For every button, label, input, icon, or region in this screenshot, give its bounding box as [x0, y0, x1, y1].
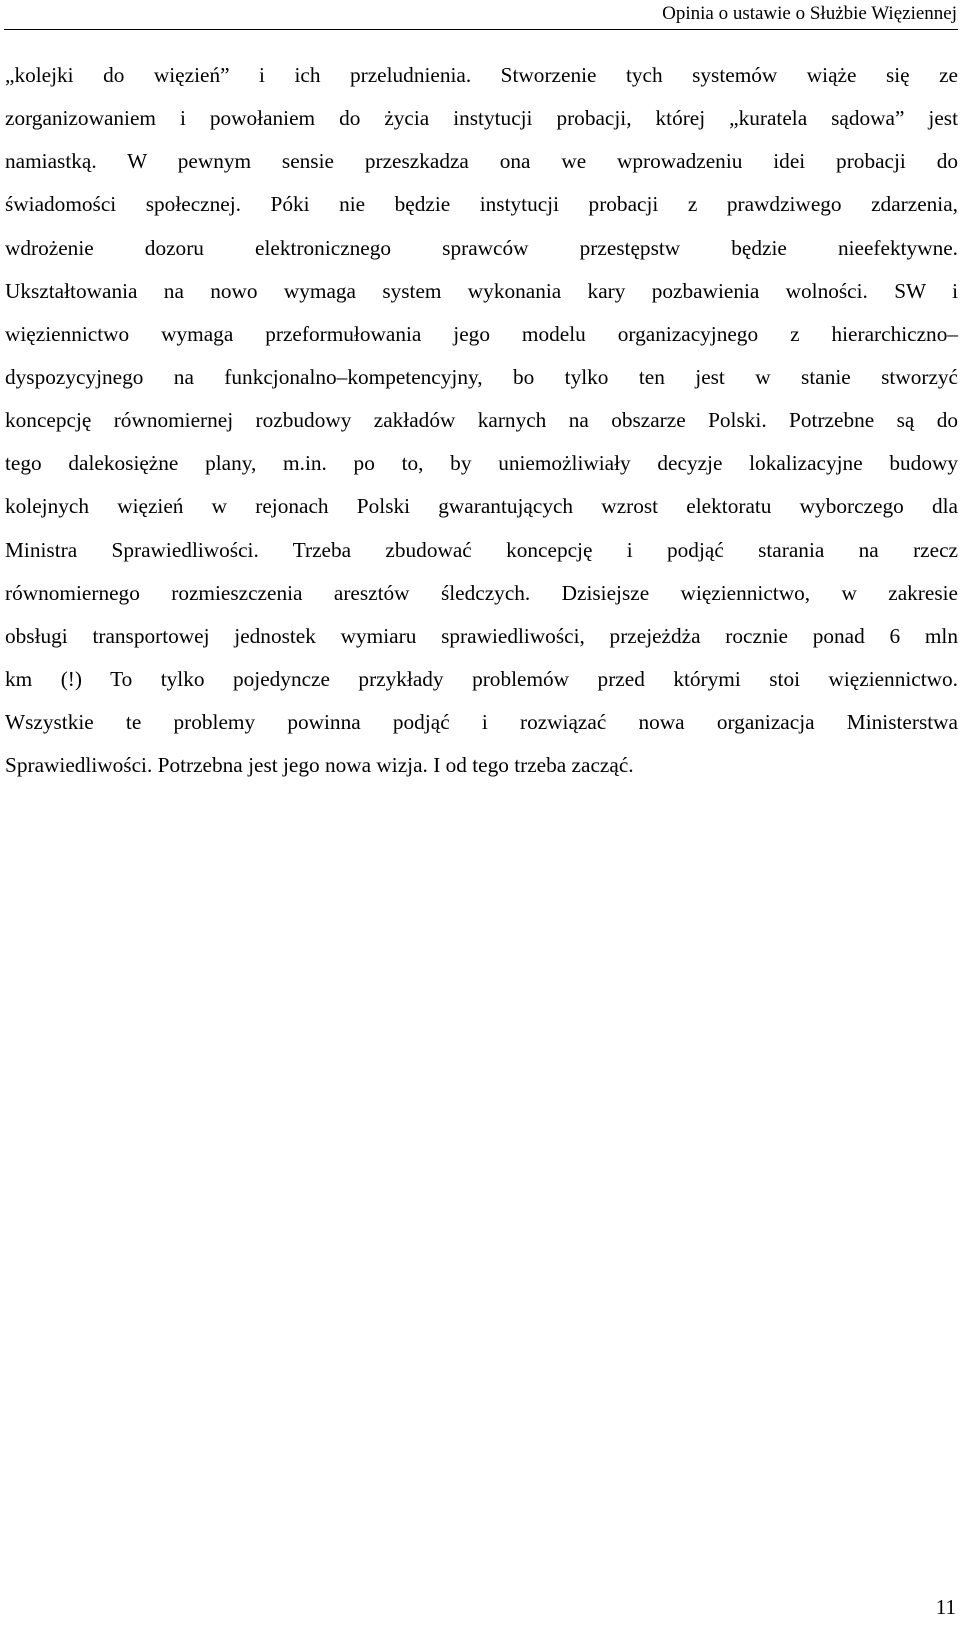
text-line: Ukształtowania na nowo wymaga system wykonania kary pozbawienia wolności. SW i	[5, 278, 958, 303]
text-line: Wszystkie te problemy powinna podjąć i rozwiązać nowa organizacja Ministerstwa	[5, 710, 958, 735]
text-line: wdrożenie dozoru elektronicznego sprawców przestępstw będzie nieefektywne.	[5, 235, 958, 260]
text-line: koncepcję równomiernej rozbudowy zakładów karnych na obszarze Polski. Potrzebne są do	[5, 408, 958, 433]
text-line: tego dalekosiężne plany, m.in. po to, by uniemożliwiały decyzje lokalizacyjne budowy	[5, 451, 958, 476]
header-divider	[4, 29, 958, 30]
page-number: 11	[935, 1595, 956, 1619]
running-header: Opinia o ustawie o Służbie Więziennej	[662, 3, 957, 24]
text-line: km (!) To tylko pojedyncze przykłady problemów przed którymi stoi więziennictwo.	[5, 666, 958, 691]
text-line: Sprawiedliwości. Potrzebna jest jego nowa wizja. I od tego trzeba zacząć.	[5, 753, 634, 778]
text-line: zorganizowaniem i powołaniem do życia instytucji probacji, której „kuratela sądowa” jest	[5, 106, 958, 131]
text-line: „kolejki do więzień” i ich przeludnienia. Stworzenie tych systemów wiąże się ze	[5, 63, 958, 87]
text-line: dyspozycyjnego na funkcjonalno–kompetencyjny, bo tylko ten jest w stanie stworzyć	[5, 364, 958, 389]
text-line: świadomości społecznej. Póki nie będzie instytucji probacji z prawdziwego zdarzenia,	[5, 192, 958, 217]
text-line: Ministra Sprawiedliwości. Trzeba zbudować koncepcję i podjąć starania na rzecz	[5, 537, 958, 562]
text-line: równomiernego rozmieszczenia aresztów śledczych. Dzisiejsze więziennictwo, w zakresie	[5, 580, 958, 605]
body-paragraph	[5, 58, 958, 791]
text-line: obsługi transportowej jednostek wymiaru sprawiedliwości, przejeżdża rocznie ponad 6 mln	[5, 623, 958, 648]
text-line: namiastką. W pewnym sensie przeszkadza ona we wprowadzeniu idei probacji do	[5, 149, 958, 174]
text-line: kolejnych więzień w rejonach Polski gwarantujących wzrost elektoratu wyborczego dla	[5, 494, 958, 519]
text-line: więziennictwo wymaga przeformułowania jego modelu organizacyjnego z hierarchiczno–	[5, 321, 958, 346]
